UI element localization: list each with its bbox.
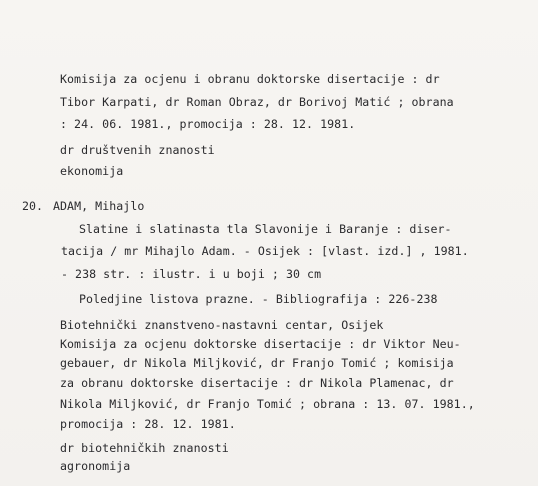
- field-text: ekonomija: [60, 164, 124, 178]
- committee-text: Komisija za ocjenu doktorske disertacije : dr Viktor Neu-: [60, 337, 461, 351]
- committee-text: Tibor Karpati, dr Roman Obraz, dr Borivoj Matić ; obrana: [60, 95, 454, 109]
- committee-text: : 24. 06. 1981., promocija : 28. 12. 1981.: [60, 117, 356, 131]
- field-text: agronomija: [60, 459, 131, 473]
- entry-author: ADAM, Mihajlo: [53, 199, 145, 213]
- note-text: Poledjine listova prazne. - Bibliografija : 226-238: [79, 292, 438, 306]
- entry-number: 20.: [22, 199, 44, 213]
- title-text: Slatine i slatinasta tla Slavonije i Baranje : diser-: [79, 222, 452, 236]
- degree-text: dr biotehničkih znanosti: [60, 441, 229, 455]
- committee-text: za obranu doktorske disertacije : dr Nikola Plamenac, dr: [60, 376, 454, 390]
- title-text: tacija / mr Mihajlo Adam. - Osijek : [vlast. izd.] , 1981.: [61, 244, 469, 258]
- committee-text: Komisija za ocjenu i obranu doktorske disertacije : dr: [60, 72, 440, 86]
- committee-text: promocija : 28. 12. 1981.: [60, 417, 236, 431]
- institution-text: Biotehnički znanstveno-nastavni centar, Osijek: [60, 318, 384, 332]
- committee-text: Nikola Miljković, dr Franjo Tomić ; obrana : 13. 07. 1981.,: [60, 397, 475, 411]
- degree-text: dr društvenih znanosti: [60, 143, 215, 157]
- committee-text: gebauer, dr Nikola Miljković, dr Franjo Tomić ; komisija: [60, 356, 454, 370]
- title-text: - 238 str. : ilustr. i u boji ; 30 cm: [61, 267, 322, 281]
